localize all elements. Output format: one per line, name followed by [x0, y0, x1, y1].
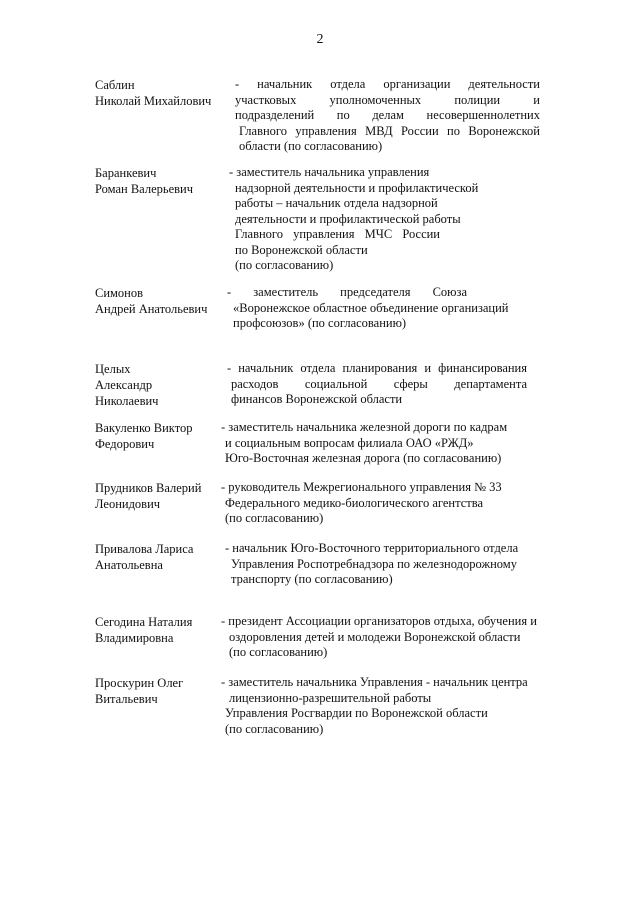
member-name-line: Роман Валерьевич: [95, 182, 193, 196]
member-name: [95, 77, 211, 109]
member-role: [229, 165, 489, 274]
member-name-line: Николаевич: [95, 394, 159, 408]
role-line: - начальник отдела организации деятельности: [235, 77, 540, 91]
member-name: [95, 614, 192, 646]
member-name-line: Баранкевич: [95, 166, 157, 180]
role-line: участковых уполномоченных полиции и: [235, 92, 540, 107]
member-name-line: Николай Михайлович: [95, 94, 212, 108]
member-name: [95, 675, 183, 707]
role-line: - начальник Юго-Восточного территориального отдела: [225, 541, 519, 555]
member-name-line: Леонидович: [95, 497, 161, 511]
role-line: расходов социальной сферы департамента: [231, 376, 527, 391]
role-line: финансов Воронежской области: [231, 392, 403, 406]
role-line: профсоюзов» (по согласованию): [233, 316, 407, 330]
member-name-line: Вакуленко Виктор: [95, 421, 193, 435]
role-line: - заместитель начальника Управления - начальник центра: [221, 675, 528, 689]
member-name: [95, 165, 193, 197]
role-line: лицензионно-разрешительной работы: [229, 690, 432, 705]
member-name-line: Саблин: [95, 78, 135, 92]
role-line: - президент Ассоциации организаторов отдыха, обучения и: [221, 614, 537, 628]
role-line: - заместитель председателя Союза: [227, 285, 467, 299]
role-line: и социальным вопросам филиала ОАО «РЖД»: [225, 435, 474, 450]
member-name-line: Витальевич: [95, 692, 158, 706]
member-role: [221, 420, 521, 467]
member-name: [95, 420, 193, 452]
role-line: Федерального медико-биологического агентства: [225, 495, 484, 510]
role-line: «Воронежское областное объединение организаций: [233, 300, 509, 315]
member-name-line: Сегодина Наталия: [95, 615, 193, 629]
page-number: 2: [316, 32, 324, 47]
role-line: Юго-Восточная железная дорога (по согласованию): [225, 451, 502, 465]
member-name-line: Федорович: [95, 437, 155, 451]
role-line: работы – начальник отдела надзорной: [235, 196, 438, 210]
member-name-line: Симонов: [95, 286, 144, 300]
role-line: транспорту (по согласованию): [231, 572, 393, 586]
role-line: по Воронежской области: [235, 242, 368, 257]
member-name-line: Прудников Валерий: [95, 481, 202, 495]
member-role: [227, 285, 522, 332]
member-name-line: Андрей Анатольевич: [95, 302, 208, 316]
member-name-line: Целых: [95, 362, 131, 376]
member-name: [95, 361, 158, 409]
member-role: [221, 480, 521, 527]
role-line: Управления Росгвардии по Воронежской области: [225, 706, 488, 720]
role-line: деятельности и профилактической работы: [235, 211, 461, 226]
role-line: (по согласованию): [225, 511, 324, 525]
role-line: надзорной деятельности и профилактической: [235, 180, 479, 195]
member-role: [227, 361, 527, 408]
role-line: - руководитель Межрегионального управления № 33: [221, 480, 502, 494]
member-name-line: Анатольевна: [95, 558, 163, 572]
member-name-line: Александр: [95, 378, 153, 392]
member-name-line: Владимировна: [95, 631, 174, 645]
member-name: [95, 285, 207, 317]
role-line: Управления Роспотребнадзора по железнодорожному: [231, 556, 517, 571]
member-role: [225, 541, 530, 588]
role-line: подразделений по делам несовершеннолетних: [235, 108, 540, 122]
member-name-line: Проскурин Олег: [95, 676, 184, 690]
role-line: оздоровления детей и молодежи Воронежской области: [229, 629, 521, 644]
role-line: области (по согласованию): [239, 139, 383, 153]
role-line: Главного управления МВД России по Воронежской: [239, 123, 540, 138]
role-line: (по согласованию): [229, 645, 328, 659]
role-line: - заместитель начальника железной дороги по кадрам: [221, 420, 508, 434]
role-line: (по согласованию): [235, 258, 334, 272]
role-line: (по согласованию): [225, 721, 324, 736]
member-name: [95, 541, 193, 573]
member-role: [235, 77, 540, 155]
member-name-line: Привалова Лариса: [95, 542, 194, 556]
role-line: Главного управления МЧС России: [235, 227, 440, 241]
member-role: [221, 675, 541, 737]
member-name: [95, 480, 201, 512]
role-line: - заместитель начальника управления: [229, 165, 430, 179]
member-role: [221, 614, 556, 661]
role-line: - начальник отдела планирования и финансирования: [227, 361, 527, 375]
